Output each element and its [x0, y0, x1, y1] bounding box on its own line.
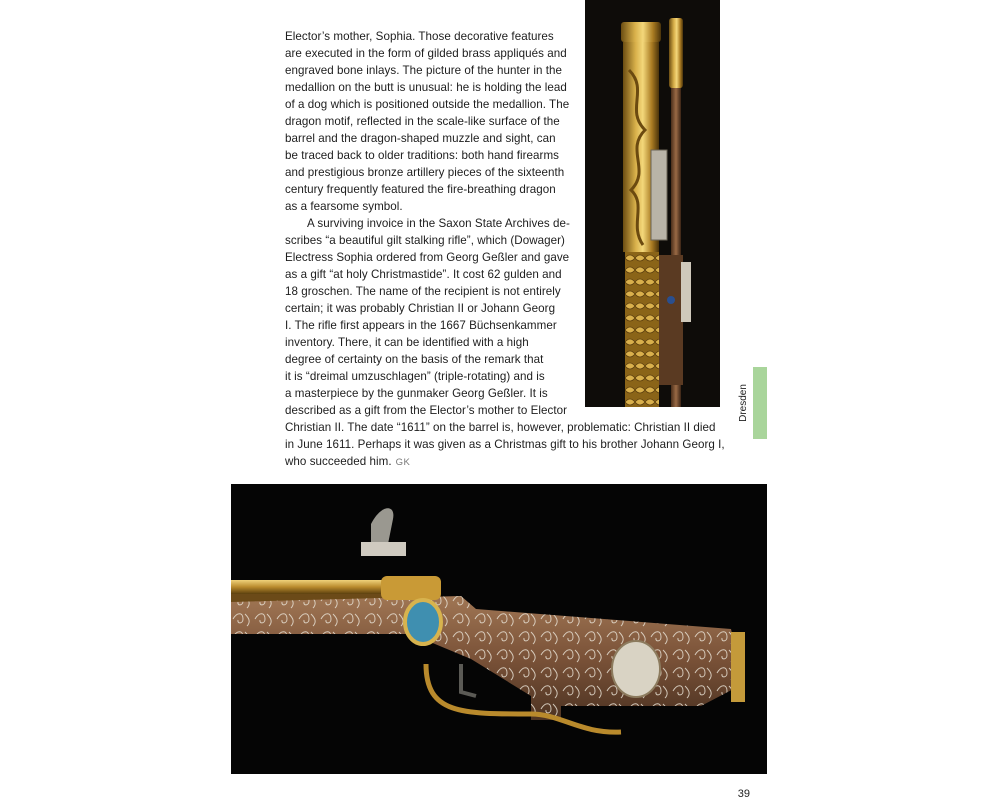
- enamel-medallion-shape: [405, 600, 441, 644]
- text-line: Christian II. The date “1611” on the barrel is, however, problematic: Christian II died: [285, 421, 716, 434]
- text-line: a masterpiece by the gunmaker Georg Geßler. It is: [285, 387, 548, 400]
- article-body: [285, 28, 725, 471]
- text-line: I. The rifle first appears in the 1667 Büchsenkammer: [285, 319, 557, 332]
- text-line-final: who succeeded him.: [285, 455, 392, 468]
- text-line: dragon motif, reflected in the scale-like surface of the: [285, 115, 560, 128]
- text-line: Electress Sophia ordered from Georg Geßler and gave: [285, 251, 570, 264]
- text-line: 18 groschen. The name of the recipient is not entirely: [285, 285, 561, 298]
- text-line: it is “dreimal umzuschlagen” (triple-rotating) and is: [285, 370, 545, 383]
- author-initials: GK: [395, 457, 411, 468]
- text-line: described as a gift from the Elector’s mother to Elector: [285, 404, 568, 417]
- text-line: are executed in the form of gilded brass appliqués and: [285, 47, 567, 60]
- section-tab: [753, 367, 767, 439]
- text-line: be traced back to older traditions: both hand firearms: [285, 149, 560, 162]
- butt-medallion-shape: [612, 641, 660, 697]
- text-line: scribes “a beautiful gilt stalking rifle”, which (Dowager): [285, 234, 565, 247]
- butt-plate-shape: [731, 632, 745, 702]
- section-tab-label: Dresden: [738, 384, 749, 422]
- rifle-stock-illustration: [231, 484, 767, 774]
- text-line: inventory. There, it can be identified with a high: [285, 336, 529, 349]
- text-line: in June 1611. Perhaps it was given as a Christmas gift to his brother Johann Georg I,: [285, 438, 725, 451]
- text-line: certain; it was probably Christian II or Johann Georg: [285, 302, 556, 315]
- text-line: A surviving invoice in the Saxon State Archives de-: [307, 217, 570, 230]
- text-line: of a dog which is positioned outside the medallion. The: [285, 98, 570, 111]
- gilt-mount-shape: [381, 576, 441, 600]
- text-line: degree of certainty on the basis of the remark that: [285, 353, 544, 366]
- rifle-stock-photo: [231, 484, 767, 774]
- text-line: Elector’s mother, Sophia. Those decorative features: [285, 30, 554, 43]
- lock-plate-shape: [361, 542, 406, 556]
- text-line: barrel and the dragon-shaped muzzle and sight, can: [285, 132, 556, 145]
- text-line-last: [285, 453, 725, 471]
- page-number: 39: [737, 788, 750, 800]
- barrel-shape: [231, 580, 406, 594]
- text-line: as a gift “at holy Christmastide”. It cost 62 gulden and: [285, 268, 562, 281]
- text-line: medallion on the butt is unusual: he is holding the lead: [285, 81, 567, 94]
- text-line: and prestigious bronze artillery pieces of the sixteenth: [285, 166, 565, 179]
- text-line: as a fearsome symbol.: [285, 200, 403, 213]
- text-line: century frequently featured the fire-breathing dragon: [285, 183, 556, 196]
- text-line: engraved bone inlays. The picture of the hunter in the: [285, 64, 563, 77]
